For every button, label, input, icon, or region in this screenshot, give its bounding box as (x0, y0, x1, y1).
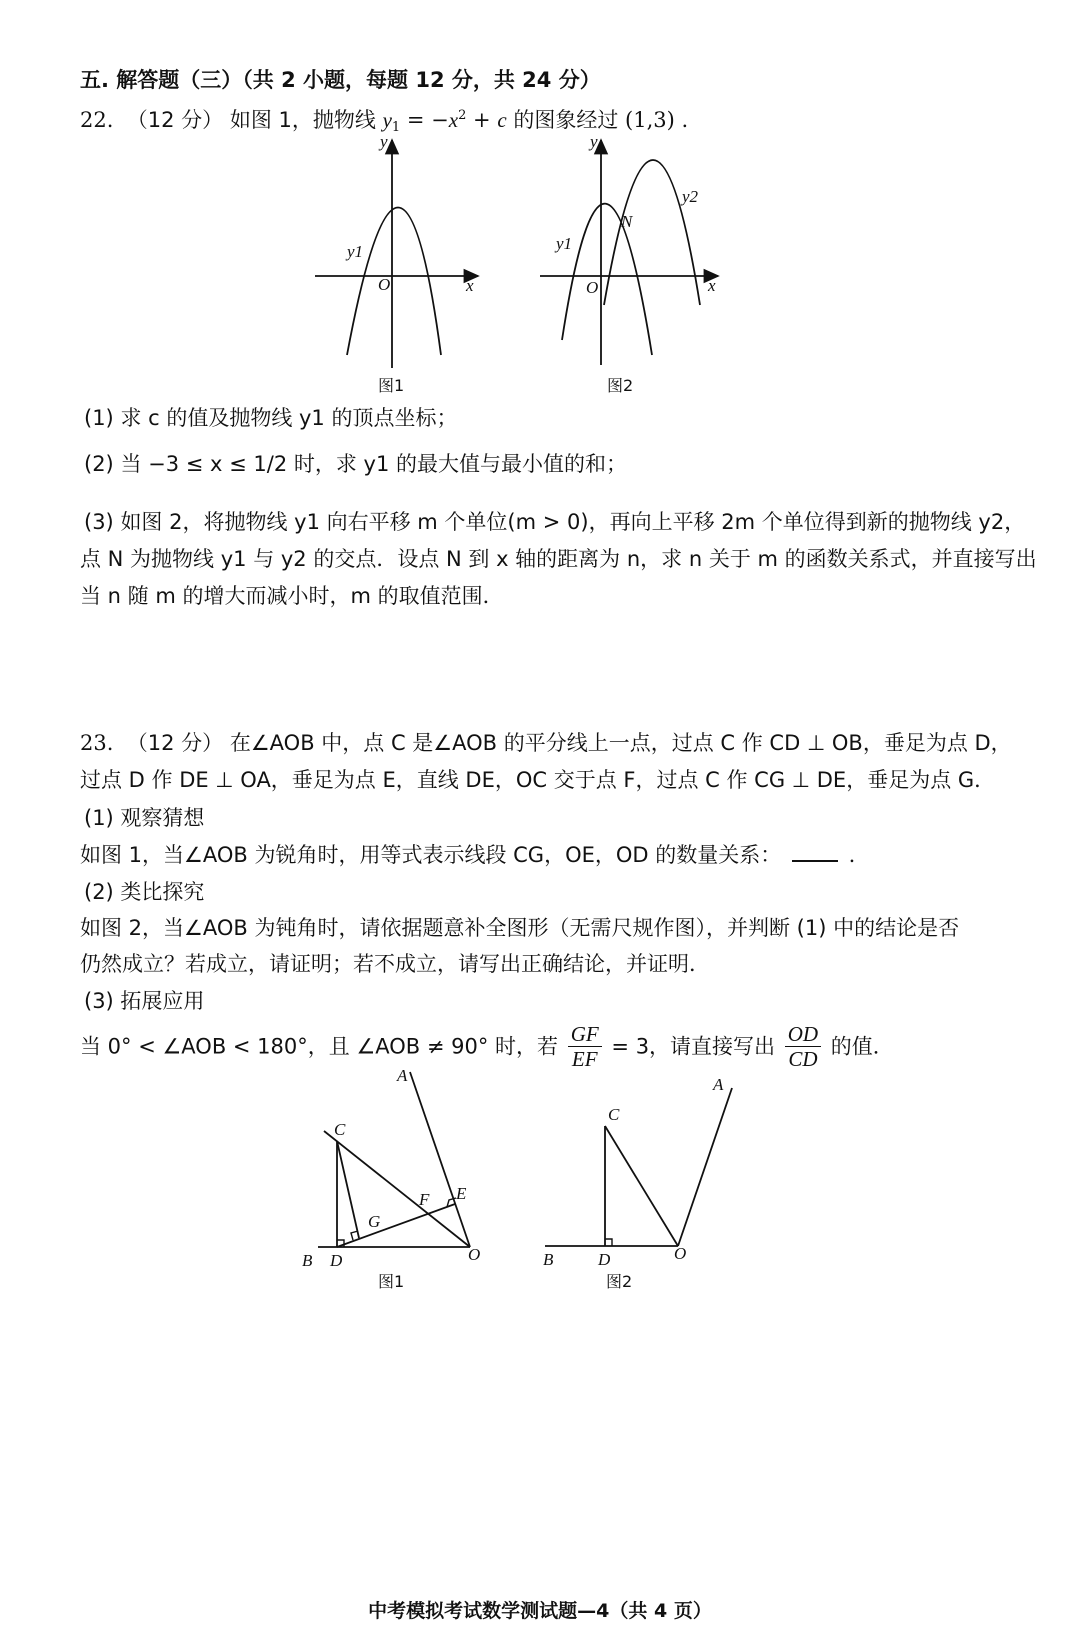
q23-part2-line2: 仍然成立？若成立，请证明；若不成立，请写出正确结论，并证明． (80, 952, 710, 976)
origin-label: O (586, 278, 599, 297)
q23-part2-line1: 如图 2，当∠AOB 为钝角时，请依据题意补全图形（无需尺规作图），并判断 (1) 中的结论是否 (80, 916, 960, 940)
figure2-caption: 图2 (607, 376, 634, 395)
q22-stem: 22. （12 分） 如图 1，抛物线 $y_1 = -x^2 + c$ 的图象经过 (1,3) . (80, 108, 689, 135)
fraction-denominator: EF (571, 1047, 598, 1071)
q23-part1-text: 如图 1，当∠AOB 为锐角时，用等式表示线段 CG，OE，OD 的数量关系： . (80, 843, 856, 867)
part-label: (1) (84, 406, 114, 430)
q22-formula: $y_1 = -x^2 + c$ (382, 108, 507, 135)
page-footer: 中考模拟考试数学测试题—4（共 4 页） (368, 1600, 712, 1622)
label-e: E (456, 1184, 467, 1203)
curve-label-y1: y1 (347, 242, 364, 261)
label-b: B (543, 1250, 554, 1269)
line-oc (324, 1131, 470, 1247)
q22-part3-line2: 点 N 为抛物线 y1 与 y2 的交点．设点 N 到 x 轴的距离为 n，求 n 关于 m 的函数关系式，并直接写出 (80, 547, 1037, 571)
label-c: C (608, 1105, 620, 1124)
fraction-numerator: GF (568, 1022, 602, 1047)
x-axis-label: x (708, 276, 716, 295)
q23-line1-text: 在∠AOB 中，点 C 是∠AOB 的平分线上一点，过点 C 作 CD ⊥ OB，垂足为点 D， (229, 731, 1012, 755)
line-de (337, 1204, 455, 1247)
curve-label-y1: y1 (556, 234, 573, 253)
q22-score: （12 分） (126, 108, 224, 132)
part-text: 如图 1，当∠AOB 为锐角时，用等式表示线段 CG，OE，OD 的数量关系： (80, 843, 782, 867)
curve-label-y2: y2 (682, 187, 699, 206)
ray-oa (678, 1088, 732, 1246)
q22-point: (1,3) (625, 108, 675, 132)
label-g: G (368, 1212, 381, 1231)
part-text: 求 c 的值及抛物线 y1 的顶点坐标； (120, 406, 458, 430)
q23-part1-heading: (1) 观察猜想 (84, 806, 205, 830)
y-axis-label: y (590, 132, 598, 151)
q23-line2: 过点 D 作 DE ⊥ OA，垂足为点 E，直线 DE，OC 交于点 F，过点 C 作 CG ⊥ DE，垂足为点 G． (80, 768, 996, 792)
label-o: O (468, 1245, 481, 1264)
segment-oc (605, 1126, 678, 1246)
right-angle-d (605, 1239, 612, 1246)
label-a: A (713, 1075, 724, 1094)
label-o: O (674, 1244, 687, 1263)
fraction-numerator: OD (785, 1022, 821, 1047)
q23-part3-heading: (3) 拓展应用 (84, 989, 205, 1013)
label-b: B (302, 1251, 313, 1270)
label-c: C (334, 1120, 346, 1139)
figure1-caption: 图1 (378, 376, 405, 395)
part-label: (2) (84, 452, 114, 476)
part-text-b: = 3，请直接写出 (611, 1034, 776, 1059)
label-f: F (419, 1190, 430, 1209)
x-axis-label: x (466, 276, 474, 295)
q23-score: （12 分） (126, 731, 224, 755)
label-d: D (598, 1250, 611, 1269)
figure1-caption: 图1 (378, 1272, 405, 1291)
figure2-caption: 图2 (606, 1272, 633, 1291)
q23-figure2 (545, 1088, 732, 1246)
point-label-n: N (621, 212, 633, 231)
origin-label: O (378, 275, 391, 294)
part-label: (3) (84, 510, 114, 534)
fraction-denominator: CD (788, 1047, 818, 1071)
q22-part3-line3: 当 n 随 m 的增大而减小时，m 的取值范围． (80, 584, 504, 608)
q23-part2-heading: (2) 类比探究 (84, 880, 205, 904)
ray-oa (410, 1072, 470, 1247)
q22-number: 22. (80, 108, 114, 132)
part-text: 如图 2，将抛物线 y1 向右平移 m 个单位(m > 0)，再向上平移 2m 个单位得到新的抛物线 y2， (120, 510, 1026, 534)
label-a: A (397, 1066, 408, 1085)
part-text-a: 当 0° < ∠AOB < 180°，且 ∠AOB ≠ 90° 时，若 (80, 1034, 559, 1059)
part-text-c: 的值． (830, 1034, 894, 1059)
y-axis-label: y (380, 132, 388, 151)
q23-figure1 (318, 1072, 470, 1247)
q22-stem-text-2: 的图象经过 (513, 108, 619, 132)
part-text: 当 −3 ≤ x ≤ 1/2 时，求 y1 的最大值与最小值的和； (120, 452, 627, 476)
label-d: D (330, 1251, 343, 1270)
section-title: 五. 解答题（三）（共 2 小题，每题 12 分，共 24 分） (80, 68, 601, 92)
q22-stem-text-1: 如图 1，抛物线 (229, 108, 376, 132)
q23-number: 23. (80, 731, 114, 755)
